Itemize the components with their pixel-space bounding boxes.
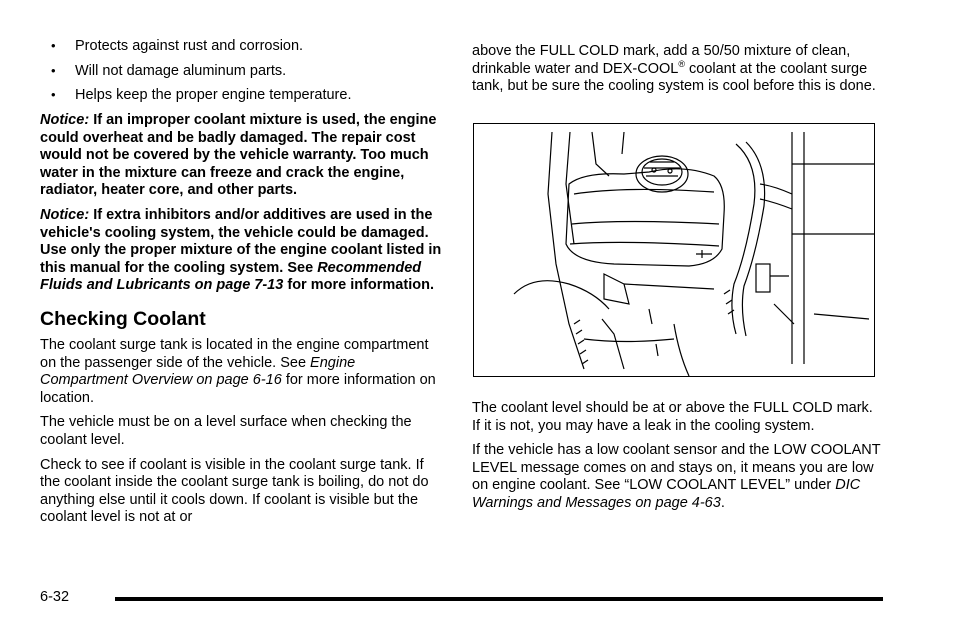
list-item: • Helps keep the proper engine temperature. xyxy=(40,87,442,105)
paragraph-text: above the FULL COLD mark, add a 50/50 mixture of clean, drinkable water and DEX-COOL xyxy=(472,43,851,77)
left-column xyxy=(40,38,442,534)
paragraph-text: If the vehicle has a low coolant sensor and the LOW COOLANT LEVEL message comes on and stays on, it means you are low on engine coolant. See “LOW COOLANT LEVEL” under xyxy=(472,442,881,494)
notice-text-end: for more information. xyxy=(287,277,434,294)
paragraph-check-visible: Check to see if coolant is visible in the coolant surge tank. If the coolant inside the coolant surge tank is boiling, do not do anything else until it cools down. If coolant is visible but the coolant level is not at or xyxy=(40,456,429,526)
paragraph-text-end: . xyxy=(720,494,725,511)
dic-warnings-reference-link[interactable]: DIC Warnings and Messages on page 4-63 xyxy=(472,477,861,511)
footer-rule xyxy=(115,597,883,601)
coolant-surge-tank-illustration xyxy=(473,123,875,377)
notice-label: Notice: xyxy=(40,207,90,224)
paragraph-text: The coolant surge tank is located in the engine compartment on the passenger side of the vehicle. See xyxy=(40,337,429,371)
engine-compartment-reference-link[interactable]: Engine Compartment Overview on page 6-16 xyxy=(40,354,356,389)
notice-additives xyxy=(40,207,442,295)
paragraph-add-mixture xyxy=(472,43,882,96)
notice-mixture xyxy=(40,112,442,200)
notice-text: If an improper coolant mixture is used, the engine could overheat and be badly damaged. The repair cost would not be covered by the vehicle warranty. Too much water in the mixture can freeze and crack the engine, radiator, heater core, and other parts. xyxy=(40,112,437,199)
paragraph-low-coolant-sensor xyxy=(472,442,882,512)
list-item: • Protects against rust and corrosion. xyxy=(40,38,442,56)
paragraph-level-full-cold: The coolant level should be at or above the FULL COLD mark. If it is not, you may have a leak in the cooling system. xyxy=(472,400,873,434)
right-column-top xyxy=(472,43,882,103)
section-title: Checking Coolant xyxy=(40,308,206,330)
notice-label: Notice: xyxy=(40,112,90,129)
coolant-benefits-list xyxy=(40,38,442,105)
paragraph-text-end: coolant at the coolant surge tank, but be sure the cooling system is cool before this is done. xyxy=(472,60,876,95)
right-column-bottom xyxy=(472,400,882,520)
page-number: 6-32 xyxy=(40,589,70,605)
registered-mark: ® xyxy=(678,58,685,69)
list-item: • Will not damage aluminum parts. xyxy=(40,63,442,81)
fluids-reference-link[interactable]: Recommended Fluids and Lubricants on page 7-13 xyxy=(40,259,422,294)
notice-text: If extra inhibitors and/or additives are used in the vehicle's cooling system, the vehicle could be damaged. Use only the proper mixture of the engine coolant listed in this manual for the cooling system. See xyxy=(40,207,442,276)
paragraph-text-end: for more information on location. xyxy=(40,372,436,406)
paragraph-location xyxy=(40,337,442,407)
paragraph-level-surface: The vehicle must be on a level surface when checking the coolant level. xyxy=(40,414,412,448)
